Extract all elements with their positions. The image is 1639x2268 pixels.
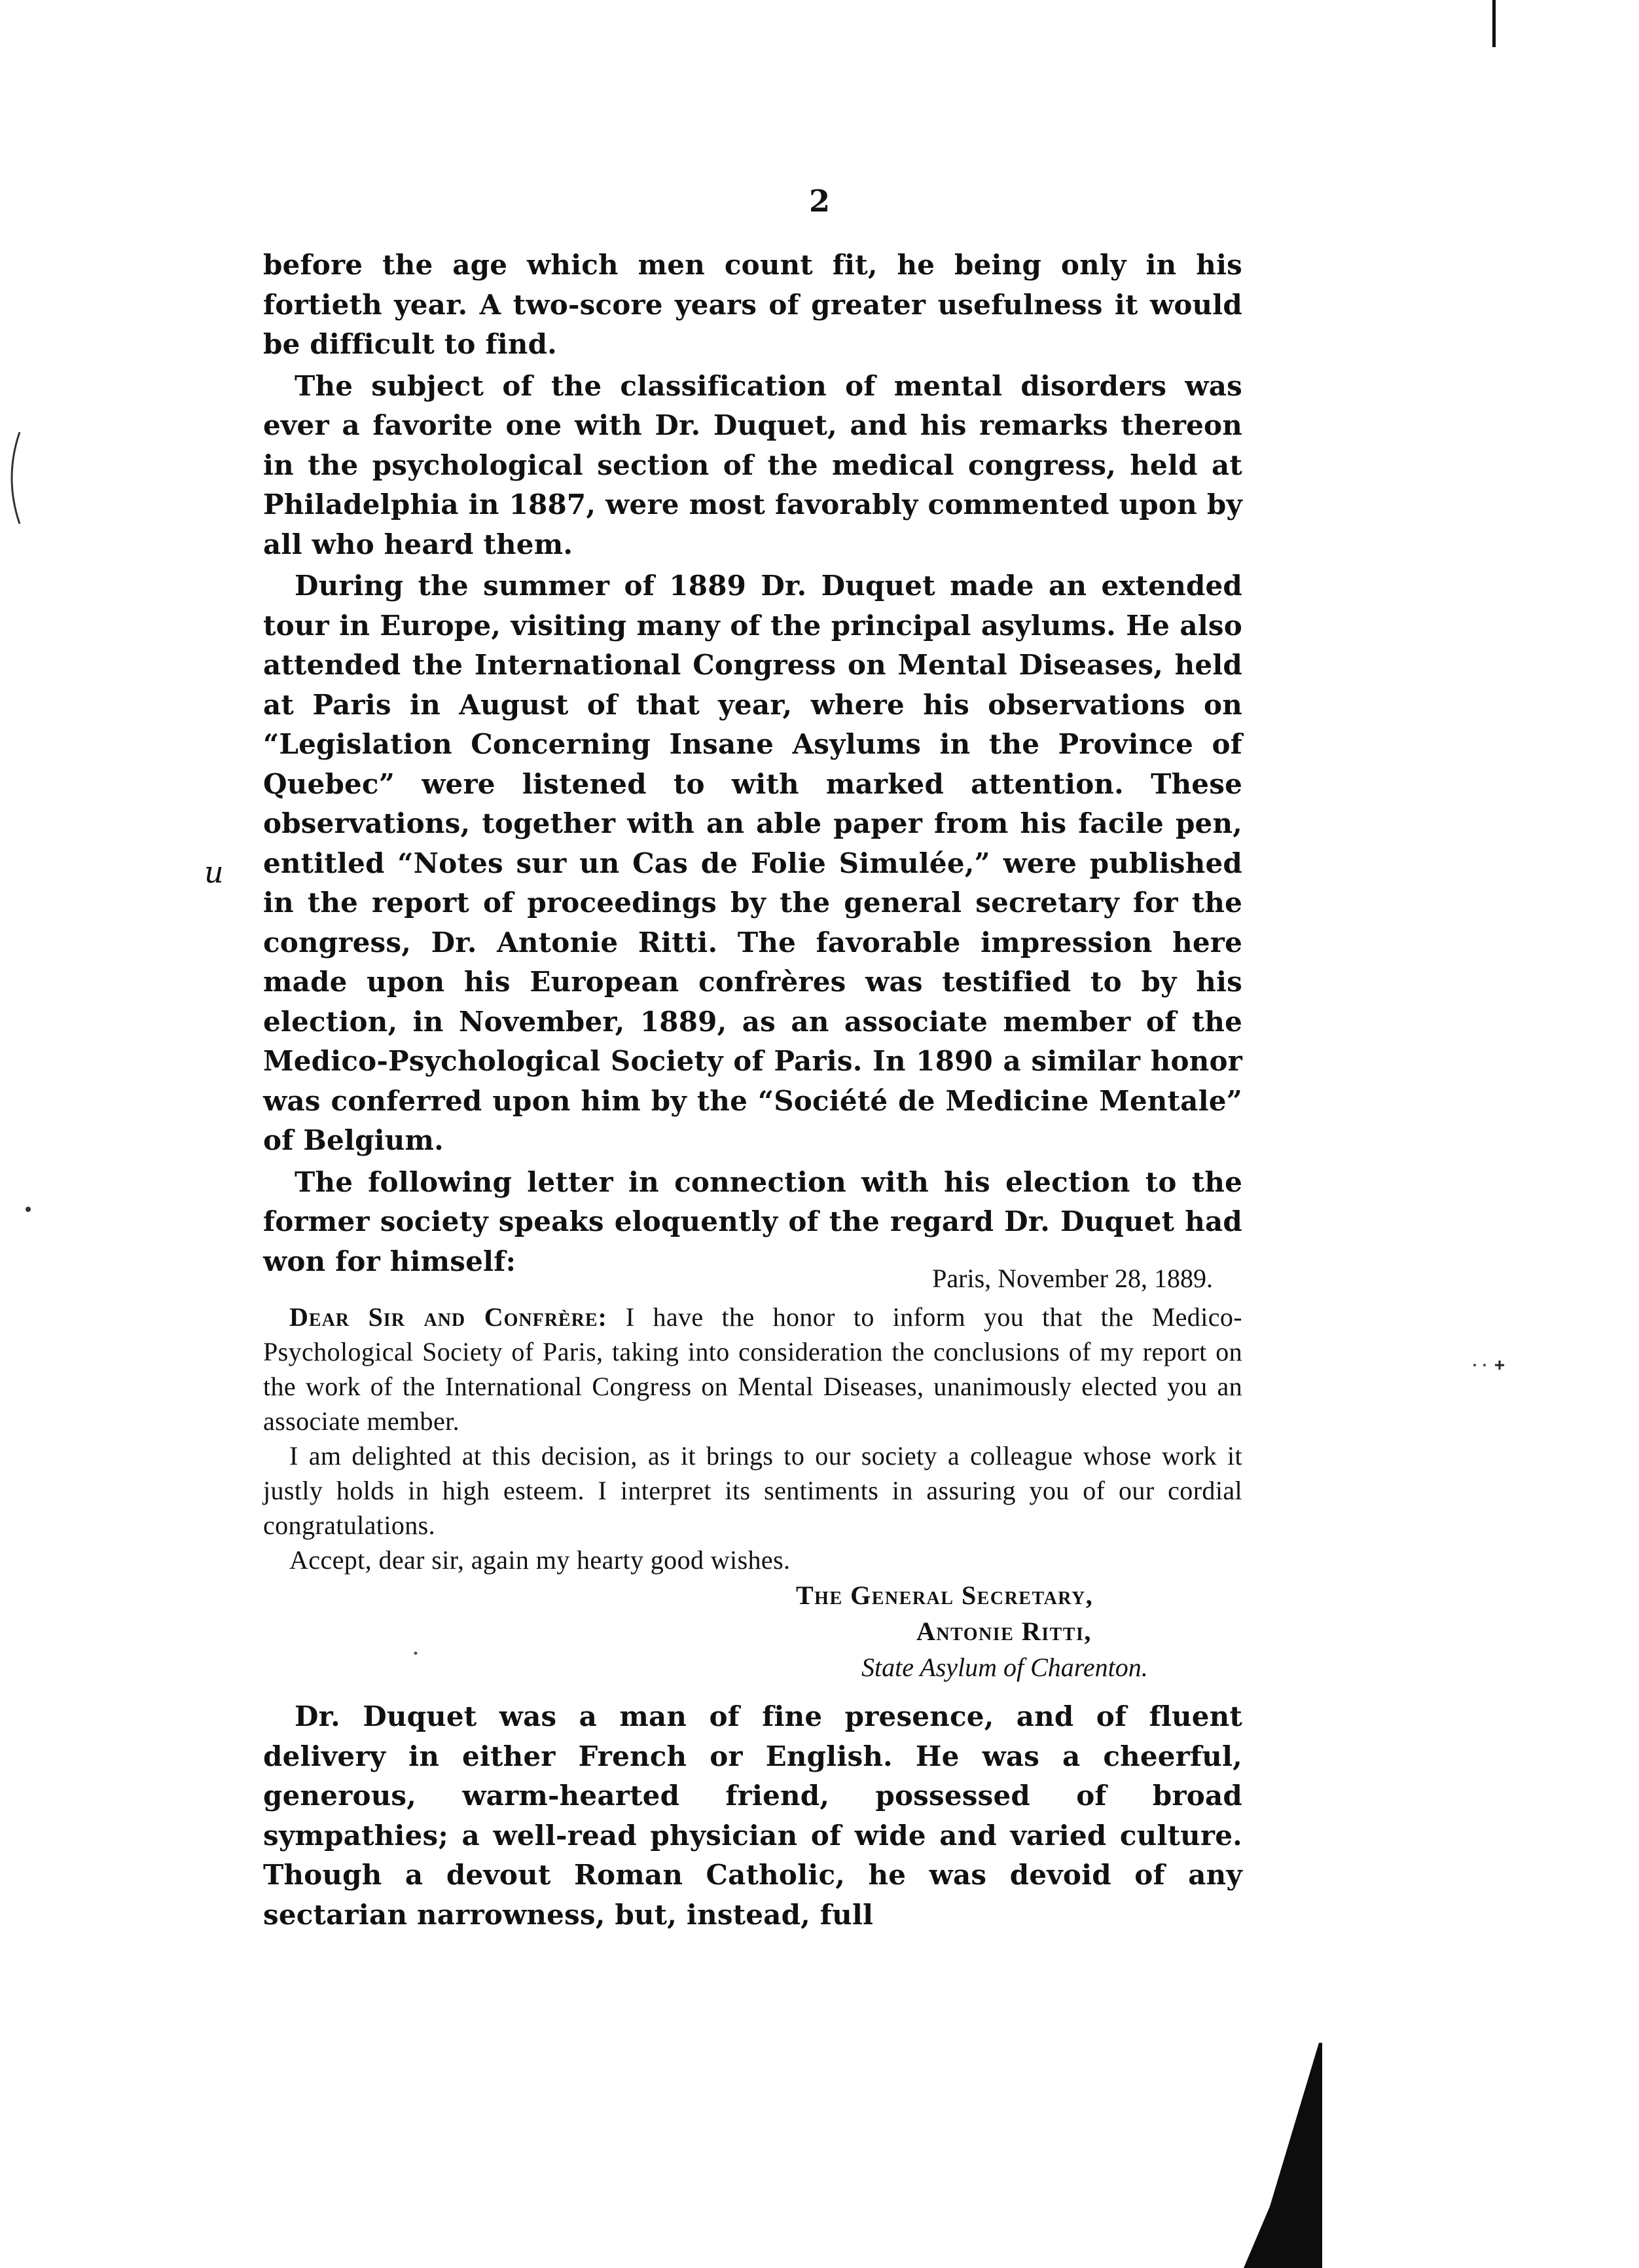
- scan-edge-mark: [3, 432, 22, 524]
- paragraph: During the summer of 1889 Dr. Duquet made an extended tour in Europe, visiting many of the principal asylums. He also attended the International Congress on Mental Diseases, held at Paris in August of that year, where his observations on “Legislation Concerning Insane Asylums in the Province of Quebec” were listened to with marked attention. These observations, together with an able paper from his facile pen, entitled “Notes sur un Cas de Folie Simulée,” were published in the report of proceedings by the general secretary for the congress, Dr. Antonie Ritti. The favorable impression here made upon his European confrères was testified to by his election, in November, 1889, as an associate member of the Medico-Psychological Society of Paris. In 1890 a similar honor was conferred upon him by the “Société de Medicine Mentale” of Belgium.: [263, 570, 1242, 1156]
- paragraph: The following letter in connection with his election to the former society speaks eloquently of the regard Dr. Duquet had won for himself:: [263, 1165, 1242, 1277]
- quoted-letter: [263, 1260, 1242, 1685]
- page-number: 2: [808, 183, 830, 219]
- scan-edge-mark: [1491, 0, 1498, 52]
- paragraph: before the age which men count fit, he being only in his fortieth year. A two-score years of greater usefulness it would be difficult to find.: [263, 249, 1242, 360]
- scan-speck: [1471, 1359, 1511, 1372]
- main-text: [263, 246, 1242, 1283]
- signature-name: Antonie Ritti,: [916, 1617, 1092, 1646]
- letter-body-text: I have the honor to inform you that the Medico-Psychological Society of Paris, taking into consideration the conclusions of my report on the work of the International Congress on Mental Diseases, unanimously elected you an associate member.: [263, 1302, 1242, 1436]
- scan-speck: [412, 1650, 419, 1656]
- paragraph: Dr. Duquet was a man of fine presence, and of fluent delivery in either French or English. He was a cheerful, generous, warm-hearted friend, possessed of broad sympathies; a well-read physician of wide and varied culture. Though a devout Roman Catholic, he was devoid of any sectarian narrowness, but, instead, full: [263, 1700, 1242, 1931]
- letter-paragraph: [263, 1300, 1242, 1438]
- letter-salutation: Dear Sir and Confrère:: [289, 1302, 607, 1332]
- letter-date: Paris, November 28, 1889.: [932, 1264, 1213, 1293]
- closing-text: [263, 1697, 1242, 1937]
- letter-paragraph: Accept, dear sir, again my hearty good wishes.: [289, 1545, 791, 1575]
- letter-paragraph: I am delighted at this decision, as it brings to our society a colleague whose work it justly holds in high esteem. I interpret its sentiments in assuring you of our cordial congratulations.: [263, 1441, 1242, 1540]
- scan-corner-shadow: [1244, 2043, 1322, 2268]
- scan-speck: [24, 1205, 33, 1214]
- signature-place: State Asylum of Charenton.: [861, 1653, 1148, 1682]
- signature-title: The General Secretary,: [796, 1581, 1094, 1610]
- paragraph: The subject of the classification of mental disorders was ever a favorite one with Dr. Duquet, and his remarks thereon in the psychological section of the medical congress, held at Philadelphia in 1887, were most favorably commented upon by all who heard them.: [263, 369, 1242, 560]
- margin-annotation: u: [204, 854, 224, 890]
